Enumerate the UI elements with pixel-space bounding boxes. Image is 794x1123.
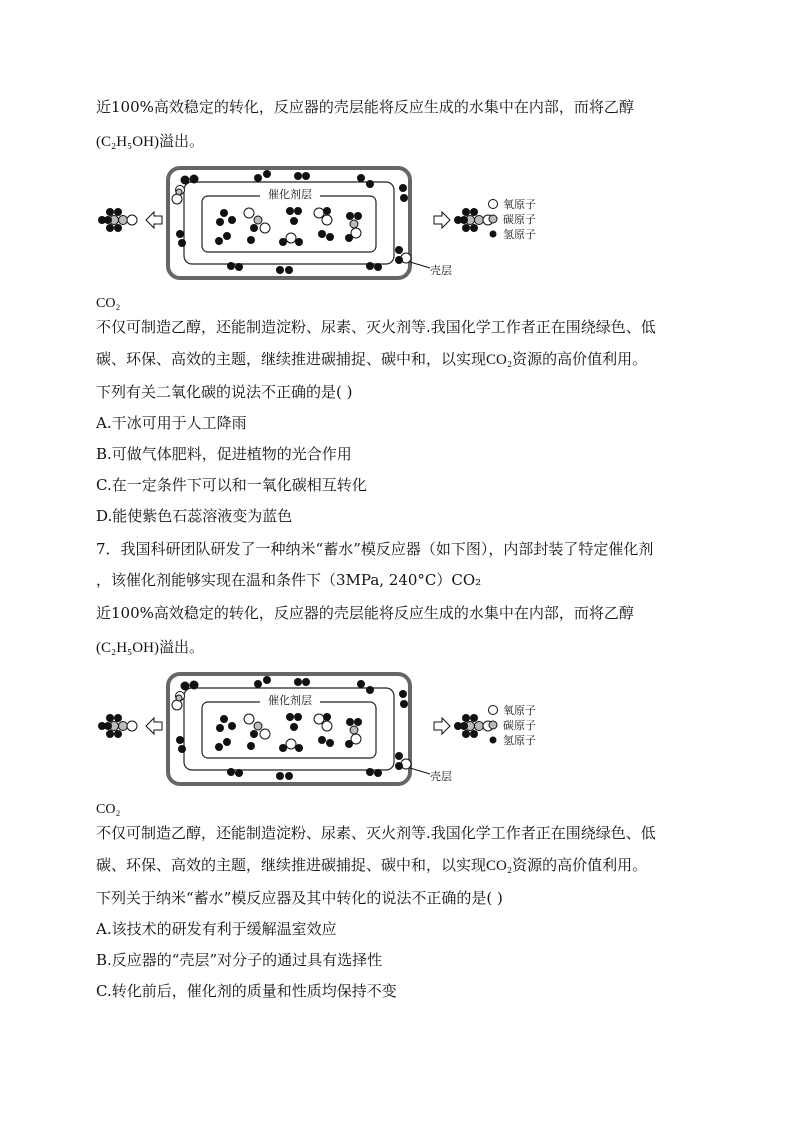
arrow-left-icon-2 — [146, 718, 162, 734]
para-line-2-pre: 碳、环保、高效的主题，继续推进碳捕捉、碳中和，以实现 — [96, 350, 487, 368]
intro-line-1: 近100%高效稳定的转化，反应器的壳层能将反应生成的水集中在内部，而将乙醇 — [96, 98, 634, 116]
intro2-line-1: 近100%高效稳定的转化，反应器的壳层能将反应生成的水集中在内部，而将乙醇 — [96, 604, 634, 622]
shell-label: 壳层 — [430, 264, 452, 277]
option-d: D.能使紫色石蕊溶液变为蓝色 — [96, 507, 293, 525]
option-c: C.在一定条件下可以和一氧化碳相互转化 — [96, 476, 367, 494]
ethanol-formula: (C₂H₅OH) — [96, 134, 159, 150]
co2-label: CO₂ — [96, 296, 121, 311]
co2-formula: CO₂ — [486, 352, 513, 368]
reactor-diagram-2 — [90, 668, 650, 798]
shell-label-2: 壳层 — [430, 770, 452, 783]
arrow-right-icon — [434, 212, 450, 228]
intro-line-2-tail: 溢出。 — [158, 132, 204, 150]
arrow-right-icon-2 — [434, 718, 450, 734]
ethanol-molecule-right — [454, 208, 493, 232]
carbon-legend-icon — [489, 215, 497, 223]
para2-line-1: 不仅可制造乙醇，还能制造淀粉、尿素、灭火剂等.我国化学工作者正在围绕绿色、低 — [96, 824, 656, 842]
legend-2 — [489, 703, 537, 747]
reactor-diagram — [90, 162, 650, 292]
para2-line-2-post: 资源的高价值利用。 — [512, 856, 648, 874]
catalyst-layer-label: 催化剂层 — [268, 188, 312, 201]
catalyst-layer-label-2: 催化剂层 — [268, 694, 312, 707]
hydrogen-legend-icon — [490, 231, 497, 238]
q7-option-b: B.反应器的“壳层”对分子的通过具有选择性 — [96, 951, 383, 969]
legend-hydrogen-2: 氢原子 — [503, 734, 536, 747]
core-molecules-2 — [215, 713, 362, 752]
para-line-1: 不仅可制造乙醇，还能制造淀粉、尿素、灭火剂等.我国化学工作者正在围绕绿色、低 — [96, 318, 656, 336]
carbon-legend-icon-2 — [489, 721, 497, 729]
intro-line-2 — [96, 130, 204, 153]
legend-oxygen-2: 氧原子 — [503, 704, 536, 717]
ethanol-molecule-right-2 — [454, 714, 493, 738]
ethanol-molecule-left — [98, 208, 137, 232]
oxygen-legend-icon — [489, 200, 498, 209]
option-a: A.干冰可用于人工降雨 — [96, 414, 247, 432]
q7-option-c: C.转化前后，催化剂的质量和性质均保持不变 — [96, 982, 397, 1000]
intro2-line-2 — [96, 636, 204, 659]
q7-line-1: 7．我国科研团队研发了一种纳米“蓄水”模反应器（如下图），内部封装了特定催化剂 — [96, 540, 654, 558]
legend-oxygen: 氧原子 — [503, 198, 536, 211]
legend-carbon-2: 碳原子 — [503, 719, 536, 732]
question-6: 下列有关二氧化碳的说法不正确的是( ) — [96, 383, 353, 401]
legend-hydrogen: 氢原子 — [503, 228, 536, 241]
question-7: 下列关于纳米“蓄水”模反应器及其中转化的说法不正确的是( ) — [96, 889, 503, 907]
para-line-2 — [96, 348, 647, 371]
q7-option-a: A.该技术的研发有利于缓解温室效应 — [96, 920, 337, 938]
para2-line-2-pre: 碳、环保、高效的主题，继续推进碳捕捉、碳中和，以实现 — [96, 856, 487, 874]
ethanol-molecule-left-2 — [98, 714, 137, 738]
co2-formula-2: CO₂ — [486, 858, 513, 874]
co2-label-2: CO₂ — [96, 802, 121, 817]
arrow-left-icon — [146, 212, 162, 228]
ethanol-formula-2: (C₂H₅OH) — [96, 640, 159, 656]
para-line-2-post: 资源的高价值利用。 — [512, 350, 648, 368]
option-b: B.可做气体肥料，促进植物的光合作用 — [96, 445, 352, 463]
hydrogen-legend-icon-2 — [490, 737, 497, 744]
legend — [489, 197, 537, 241]
core-molecules — [215, 207, 362, 246]
intro2-line-2-tail: 溢出。 — [158, 638, 204, 656]
q7-line-2: ，该催化剂能够实现在温和条件下（3MPa, 240°C）CO₂ — [96, 571, 482, 589]
oxygen-legend-icon-2 — [489, 706, 498, 715]
para2-line-2 — [96, 854, 647, 877]
legend-carbon: 碳原子 — [503, 213, 536, 226]
